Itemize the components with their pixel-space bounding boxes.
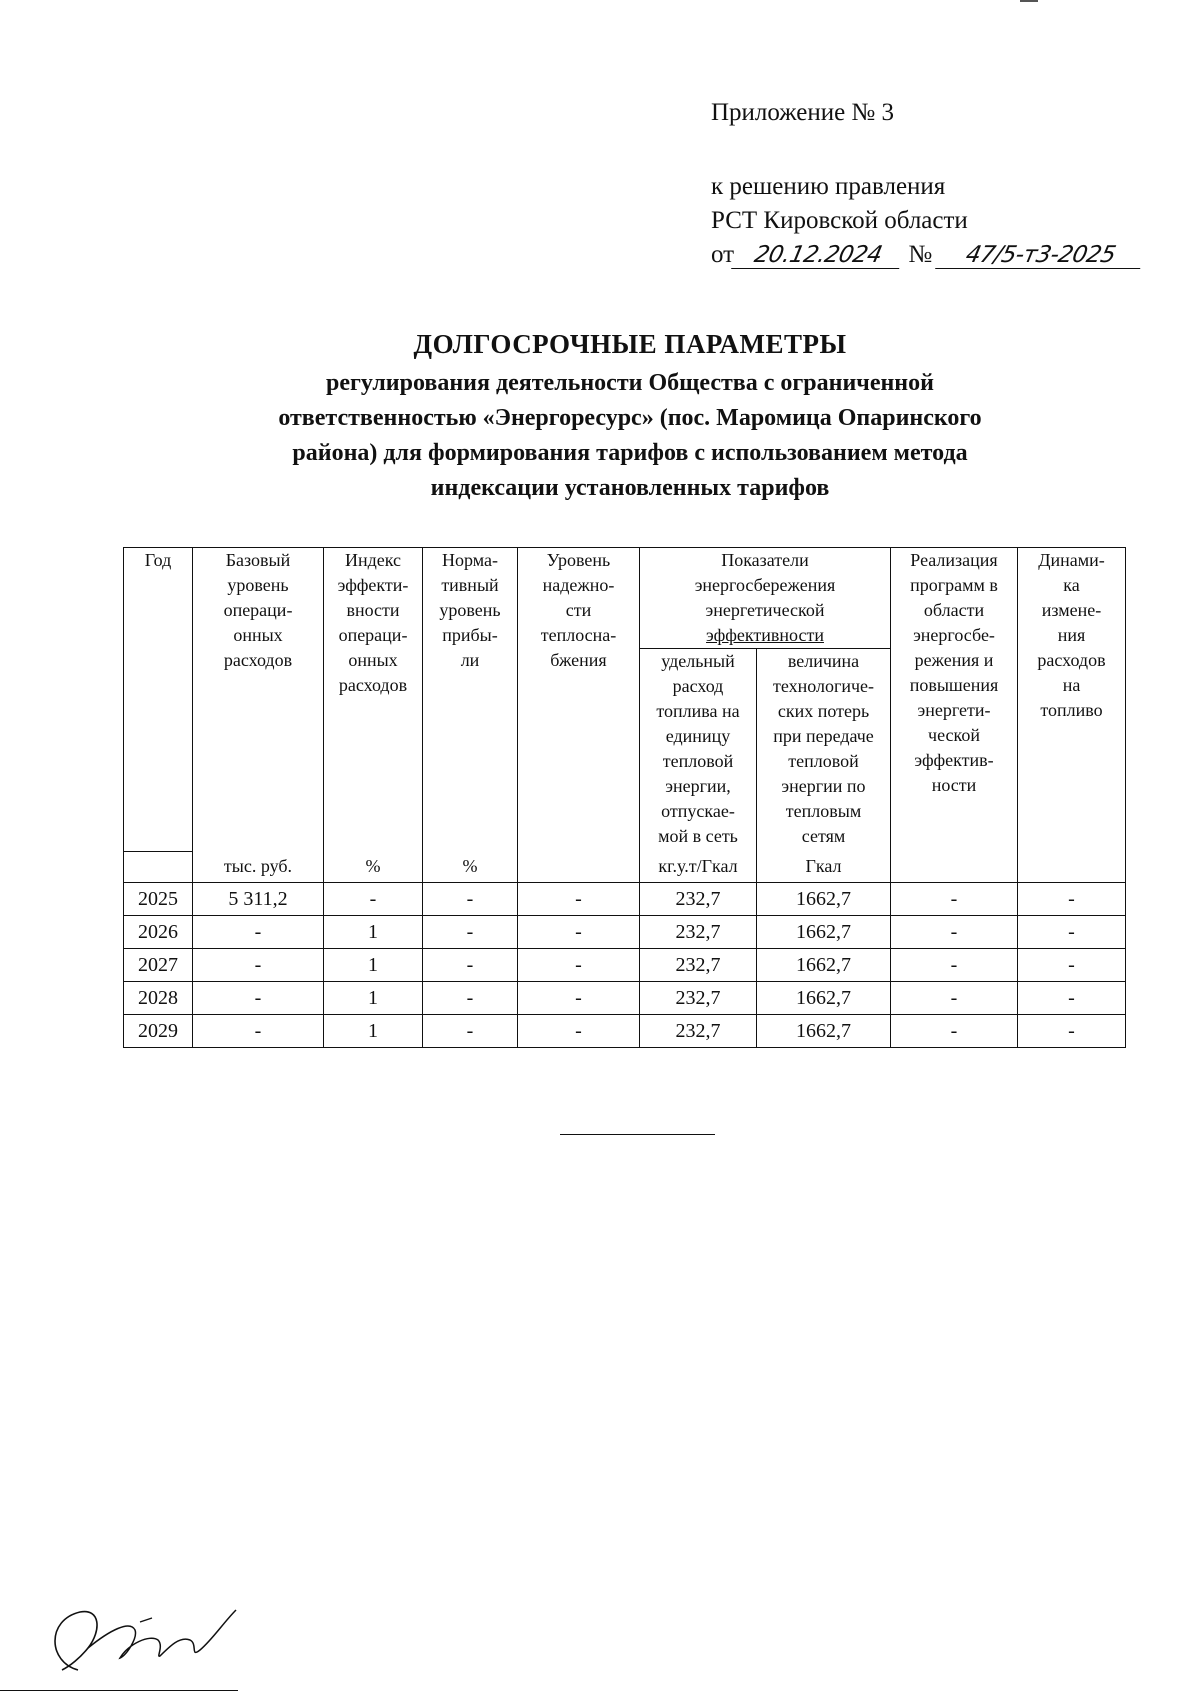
cell-fuel: 232,7	[640, 1014, 757, 1047]
header-line: тивный	[441, 575, 499, 595]
header-line: бжения	[550, 650, 607, 670]
signature-line	[0, 1690, 238, 1691]
header-line: расход	[672, 676, 724, 696]
cell-losses: 1662,7	[757, 915, 891, 948]
cell-index: -	[324, 882, 423, 915]
header-line: ли	[460, 650, 480, 670]
header-line: расходов	[223, 650, 293, 670]
header-line: уровень	[227, 575, 289, 595]
header-line: онных	[348, 650, 398, 670]
header-line: тепловой	[788, 751, 859, 771]
header-line: Год	[144, 550, 172, 570]
cell-reliability: -	[518, 882, 640, 915]
table-row	[124, 882, 1126, 915]
cell-year: 2026	[124, 915, 193, 948]
subtitle-line-1: регулирования деятельности Общества с ограниченной	[326, 370, 934, 396]
ref-number-handwritten: 47/5-т3-2025	[936, 242, 1147, 269]
header-line: Динами-	[1038, 550, 1105, 570]
table-row	[124, 1014, 1126, 1047]
cell-norm: -	[423, 915, 518, 948]
col-index-header	[324, 548, 423, 852]
header-line: ских потерь	[777, 701, 870, 721]
ref-line-2: РСТ Кировской области	[711, 207, 968, 234]
cell-fuel: 232,7	[640, 882, 757, 915]
unit-year	[124, 851, 193, 882]
header-line: программ в	[910, 575, 998, 595]
cell-norm: -	[423, 882, 518, 915]
cell-fuel: 232,7	[640, 981, 757, 1014]
cell-dynamics: -	[1018, 1014, 1126, 1047]
table-row	[124, 981, 1126, 1014]
cell-programs: -	[891, 1014, 1018, 1047]
header-line: энергосбе-	[913, 625, 995, 645]
cell-base: -	[193, 915, 324, 948]
subtitle-line-2: ответственностью «Энергоресурс» (пос. Маромица Опаринского	[278, 405, 982, 431]
header-line: энергии по	[781, 776, 866, 796]
header-line: Реализация	[910, 550, 998, 570]
unit-losses: Гкал	[757, 851, 891, 882]
header-line: прибы-	[442, 625, 498, 645]
header-line: отпускае-	[661, 801, 735, 821]
unit-norm: %	[423, 851, 518, 882]
appendix-label: Приложение № 3	[711, 99, 895, 126]
header-line: удельный	[661, 651, 735, 671]
header-line: ния	[1057, 625, 1086, 645]
header-line: теплосна-	[540, 625, 617, 645]
cell-base: 5 311,2	[193, 882, 324, 915]
cell-fuel: 232,7	[640, 915, 757, 948]
cell-base: -	[193, 948, 324, 981]
parameters-table	[123, 547, 1126, 1048]
header-line: величина	[787, 651, 860, 671]
header-line: ческой	[928, 725, 980, 745]
cell-losses: 1662,7	[757, 981, 891, 1014]
cell-reliability: -	[518, 948, 640, 981]
header-line: технологиче-	[772, 676, 875, 696]
subtitle-line-3: района) для формирования тарифов с использованием метода	[292, 440, 968, 466]
cell-losses: 1662,7	[757, 882, 891, 915]
header-line: Норма-	[442, 550, 498, 570]
header-line: расходов	[1037, 650, 1106, 670]
cell-programs: -	[891, 948, 1018, 981]
header-line: надежно-	[542, 575, 615, 595]
cell-programs: -	[891, 882, 1018, 915]
header-line: Индекс	[344, 550, 402, 570]
col-fuel-header	[640, 649, 757, 852]
header-row-1	[124, 548, 1126, 649]
header-line: Уровень	[546, 550, 611, 570]
cell-base: -	[193, 981, 324, 1014]
col-losses-header	[757, 649, 891, 852]
header-line: уровень	[439, 600, 501, 620]
header-line: Показатели	[721, 550, 809, 570]
header-line: сти	[565, 600, 592, 620]
header-line: ка	[1063, 575, 1080, 595]
cell-programs: -	[891, 981, 1018, 1014]
header-line: на	[1062, 675, 1081, 695]
header-line: сетям	[801, 826, 846, 846]
cell-index: 1	[324, 948, 423, 981]
header-line: тепловым	[785, 801, 862, 821]
cell-year: 2025	[124, 882, 193, 915]
unit-index: %	[324, 851, 423, 882]
cell-dynamics: -	[1018, 882, 1126, 915]
header-line: энергии,	[665, 776, 731, 796]
header-line: топливо	[1040, 700, 1103, 720]
header-line: тепловой	[662, 751, 734, 771]
cell-year: 2028	[124, 981, 193, 1014]
cell-fuel: 232,7	[640, 948, 757, 981]
cell-reliability: -	[518, 915, 640, 948]
cell-reliability: -	[518, 981, 640, 1014]
signature-handwritten	[40, 1600, 240, 1680]
header-line: повышения	[909, 675, 999, 695]
ref-number-sign: №	[908, 241, 933, 268]
document-title: ДОЛГОСРОЧНЫЕ ПАРАМЕТРЫ	[413, 329, 847, 359]
col-year-header	[124, 548, 193, 852]
cell-dynamics: -	[1018, 915, 1126, 948]
header-line: вности	[346, 600, 400, 620]
table-row	[124, 948, 1126, 981]
header-line: энергети-	[917, 700, 991, 720]
col-energy-group-header	[640, 548, 891, 649]
col-base-header	[193, 548, 324, 852]
document-subtitle	[150, 366, 1110, 506]
header-line: Базовый	[225, 550, 291, 570]
header-line: операци-	[223, 600, 293, 620]
cell-base: -	[193, 1014, 324, 1047]
header-line: единицу	[665, 726, 731, 746]
header-line: мой в сеть	[658, 826, 738, 846]
header-line: измене-	[1041, 600, 1102, 620]
subtitle-line-4: индексации установленных тарифов	[430, 475, 830, 501]
scan-mark	[1020, 0, 1038, 2]
cell-year: 2027	[124, 948, 193, 981]
ref-line-3	[711, 238, 1143, 272]
header-line: онных	[233, 625, 283, 645]
cell-programs: -	[891, 915, 1018, 948]
ref-from-label: от	[711, 241, 735, 268]
cell-index: 1	[324, 915, 423, 948]
header-line: энергетической	[705, 600, 825, 620]
table-row	[124, 915, 1126, 948]
unit-fuel: кг.у.т/Гкал	[640, 851, 757, 882]
header-line: эффекти-	[337, 575, 409, 595]
cell-index: 1	[324, 1014, 423, 1047]
header-line: расходов	[338, 675, 408, 695]
cell-losses: 1662,7	[757, 1014, 891, 1047]
cell-year: 2029	[124, 1014, 193, 1047]
cell-dynamics: -	[1018, 948, 1126, 981]
ref-line-1: к решению правления	[711, 173, 946, 200]
col-norm-header	[423, 548, 518, 852]
header-line: при передаче	[773, 726, 874, 746]
cell-reliability: -	[518, 1014, 640, 1047]
cell-norm: -	[423, 1014, 518, 1047]
header-line: ности	[931, 775, 977, 795]
cell-norm: -	[423, 948, 518, 981]
ref-date-handwritten: 20.12.2024	[731, 242, 905, 269]
cell-index: 1	[324, 981, 423, 1014]
cell-losses: 1662,7	[757, 948, 891, 981]
header-line: энергосбережения	[694, 575, 836, 595]
header-line: режения и	[914, 650, 994, 670]
header-line: операци-	[338, 625, 408, 645]
col-programs-header	[891, 548, 1018, 883]
header-line: эффективности	[706, 625, 824, 645]
decision-reference	[711, 170, 1143, 272]
col-reliability-header	[518, 548, 640, 883]
header-line: топлива на	[656, 701, 740, 721]
cell-norm: -	[423, 981, 518, 1014]
unit-base: тыс. руб.	[193, 851, 324, 882]
header-line: эффектив-	[914, 750, 994, 770]
end-divider	[560, 1134, 715, 1135]
header-line: области	[923, 600, 985, 620]
col-dynamics-header	[1018, 548, 1126, 883]
cell-dynamics: -	[1018, 981, 1126, 1014]
